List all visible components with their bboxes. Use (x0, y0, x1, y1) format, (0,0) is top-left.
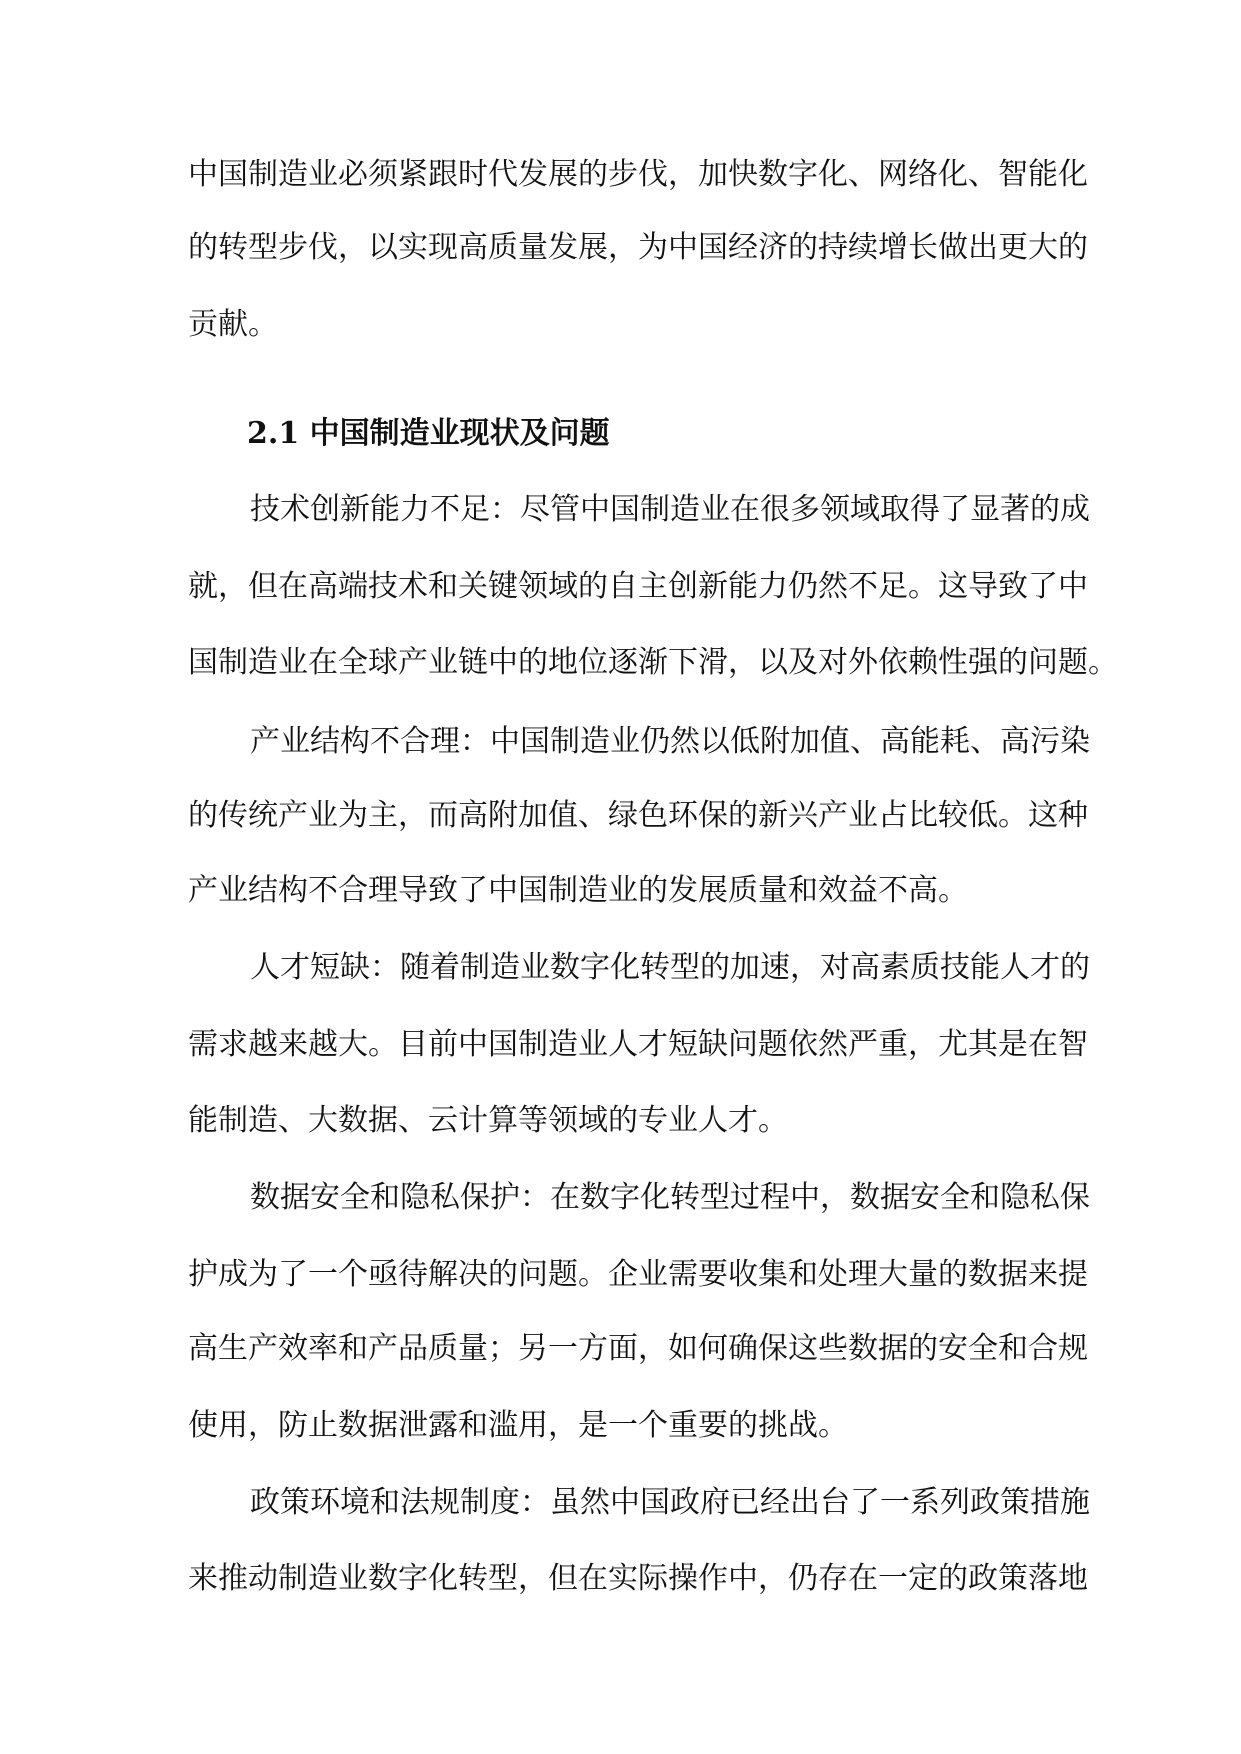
paragraph-line: 产业结构不合理导致了中国制造业的发展质量和效益不高。 (188, 873, 968, 908)
paragraph-line: 使用，防止数据泄露和滥用，是一个重要的挑战。 (188, 1408, 848, 1443)
paragraph-line: 来推动制造业数字化转型，但在实际操作中，仍存在一定的政策落地 (188, 1561, 1088, 1596)
paragraph-line: 人才短缺：随着制造业数字化转型的加速，对高素质技能人才的 (250, 950, 1090, 985)
paragraph-line: 国制造业在全球产业链中的地位逐渐下滑，以及对外依赖性强的问题。 (188, 645, 1118, 680)
paragraph-line: 护成为了一个亟待解决的问题。企业需要收集和处理大量的数据来提 (188, 1257, 1088, 1292)
paragraph-line: 技术创新能力不足：尽管中国制造业在很多领域取得了显著的成 (250, 492, 1090, 527)
intro-line: 中国制造业必须紧跟时代发展的步伐，加快数字化、网络化、智能化 (188, 157, 1088, 192)
intro-line: 贡献。 (188, 307, 278, 342)
paragraph-line: 数据安全和隐私保护：在数字化转型过程中，数据安全和隐私保 (250, 1180, 1090, 1215)
paragraph-line: 政策环境和法规制度：虽然中国政府已经出台了一系列政策措施 (250, 1485, 1090, 1520)
paragraph-line: 高生产效率和产品质量；另一方面，如何确保这些数据的安全和合规 (188, 1331, 1088, 1366)
paragraph-line: 需求越来越大。目前中国制造业人才短缺问题依然严重，尤其是在智 (188, 1027, 1088, 1062)
paragraph-line: 的传统产业为主，而高附加值、绿色环保的新兴产业占比较低。这种 (188, 798, 1088, 833)
paragraph-line: 能制造、大数据、云计算等领域的专业人才。 (188, 1103, 788, 1138)
paragraph-line: 产业结构不合理：中国制造业仍然以低附加值、高能耗、高污染 (250, 724, 1090, 759)
intro-line: 的转型步伐，以实现高质量发展，为中国经济的持续增长做出更大的 (188, 230, 1088, 265)
paragraph-line: 就，但在高端技术和关键领域的自主创新能力仍然不足。这导致了中 (188, 569, 1088, 604)
section-heading: 2.1 中国制造业现状及问题 (247, 416, 610, 451)
